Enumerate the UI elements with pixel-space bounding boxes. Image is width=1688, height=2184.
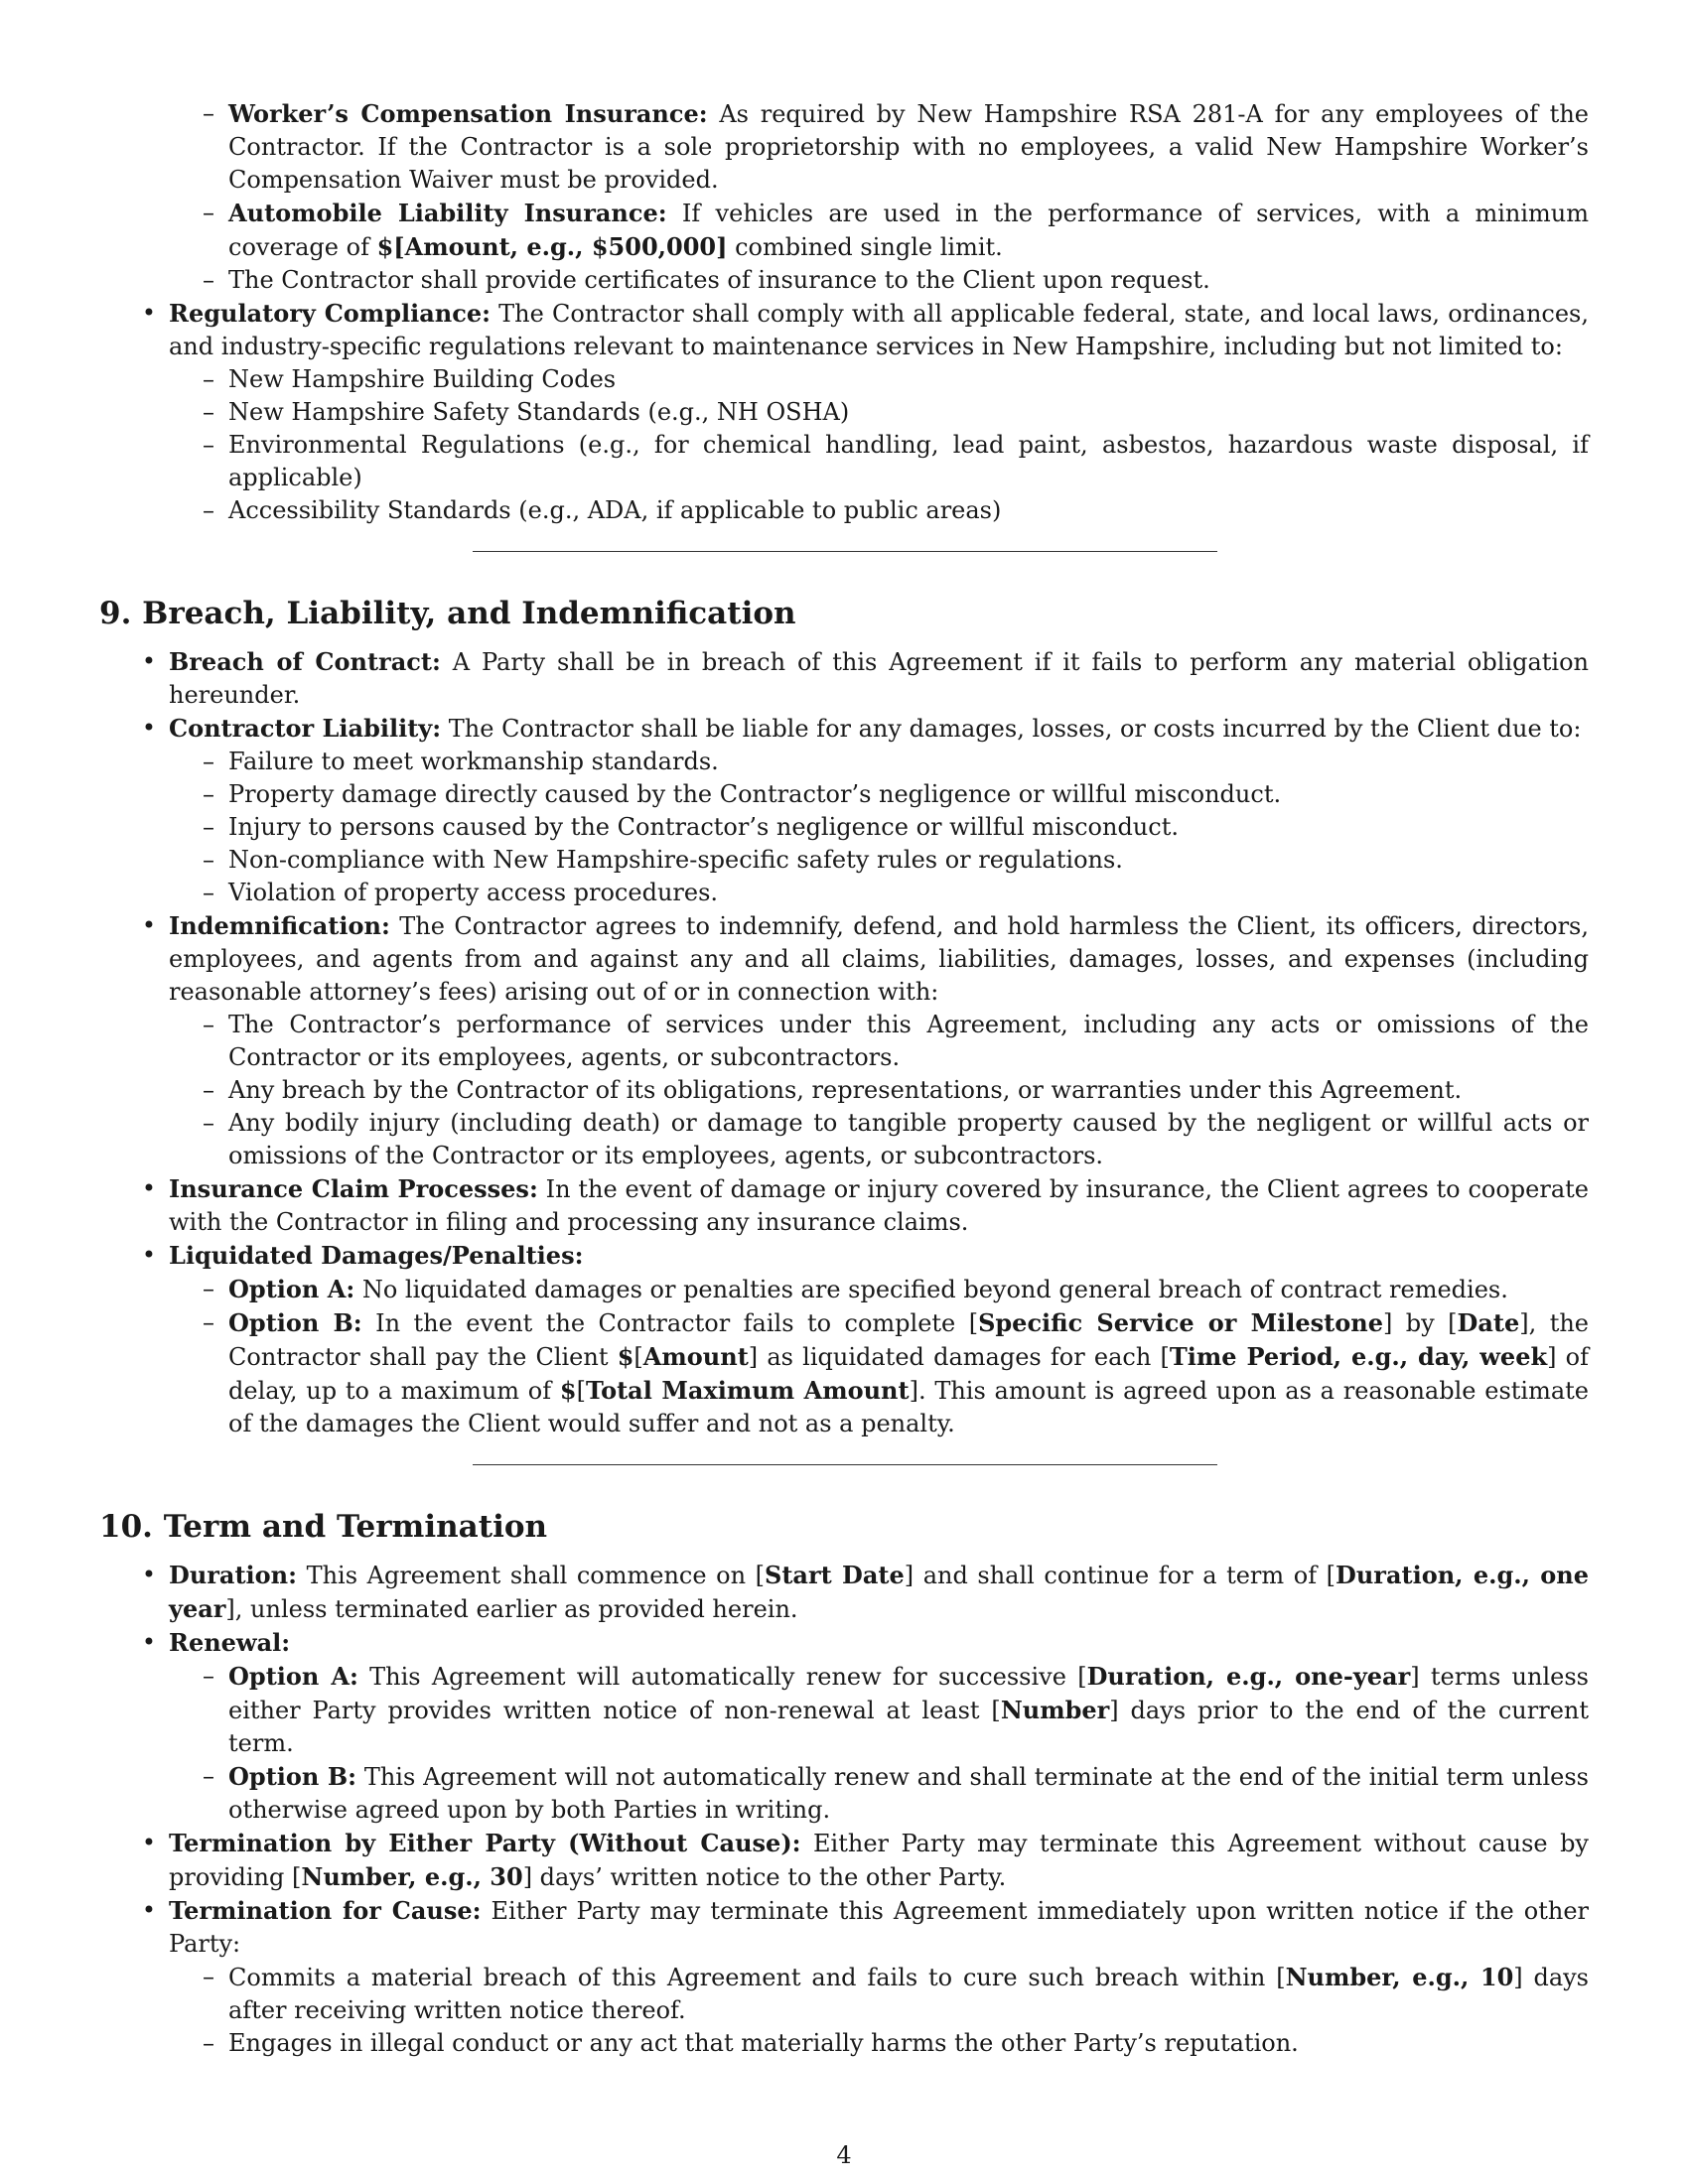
placeholder-date: Date: [1457, 1308, 1520, 1337]
item-text: A Party shall be in breach of this Agreement if it fails to perform any material obligation hereunder.: [169, 648, 1589, 709]
section-divider: [473, 551, 1217, 552]
dash-icon: –: [203, 1762, 214, 1790]
bullet-icon: •: [141, 1829, 157, 1856]
dash-icon: –: [203, 99, 214, 127]
list-item-breach: [99, 645, 1589, 712]
item-text: New Hampshire Safety Standards (e.g., NH OSHA): [228, 398, 850, 426]
dash-icon: –: [203, 2029, 214, 2057]
list-item: [169, 363, 1589, 396]
item-label: Termination by Either Party (Without Cause):: [169, 1829, 801, 1857]
item-label: Liquidated Damages/Penalties:: [169, 1241, 584, 1270]
dash-icon: –: [203, 879, 214, 906]
dash-icon: –: [203, 1308, 214, 1336]
item-text: Non-compliance with New Hampshire-specific safety rules or regulations.: [228, 846, 1123, 874]
item-label: Regulatory Compliance:: [169, 299, 491, 328]
dash-icon: –: [203, 1275, 214, 1302]
item-label: Automobile Liability Insurance:: [228, 199, 667, 227]
item-text: This Agreement will automatically renew for successive [: [369, 1663, 1087, 1691]
item-text: ] days after receiving written notice thereof.: [228, 1964, 1589, 2024]
list-item-termination-for-cause: [99, 1894, 1589, 2060]
item-label: Termination for Cause:: [169, 1896, 482, 1925]
item-text: No liquidated damages or penalties are specified beyond general breach of contract remedies.: [361, 1276, 1508, 1303]
liquidated-sublist: [169, 1273, 1589, 1440]
option-label: Option A:: [228, 1662, 358, 1691]
dash-icon: –: [203, 365, 214, 393]
item-text: This Agreement shall commence on [: [306, 1562, 766, 1589]
regulatory-list: [99, 297, 1589, 527]
item-text: The Contractor shall be liable for any damages, losses, or costs incurred by the Client due to:: [448, 715, 1582, 743]
item-text: In the event of damage or injury covered by insurance, the Client agrees to cooperate with the Contractor in filing and processing any insurance claims.: [169, 1175, 1589, 1236]
dash-icon: –: [203, 780, 214, 808]
option-label: Option A:: [228, 1275, 355, 1303]
bullet-icon: •: [141, 1896, 157, 1924]
list-item: [169, 811, 1589, 844]
placeholder-amount: Amount: [642, 1342, 749, 1371]
item-text: ], unless terminated earlier as provided herein.: [225, 1595, 798, 1623]
list-item: [169, 429, 1589, 494]
item-text: Either Party may terminate this Agreement immediately upon written notice if the other Party:: [169, 1897, 1590, 1958]
bullet-icon: •: [141, 1561, 157, 1588]
item-text: Environmental Regulations (e.g., for chemical handling, lead paint, asbestos, hazardous waste disposal, if applicable): [228, 431, 1589, 491]
option-label: Option B:: [228, 1762, 357, 1791]
placeholder-dollar: $: [559, 1376, 577, 1405]
dash-icon: –: [203, 813, 214, 841]
bullet-icon: •: [141, 714, 157, 742]
item-text: ] days prior to the end of the current term.: [228, 1697, 1589, 1757]
item-text: Any breach by the Contractor of its obligations, representations, or warranties under this Agreement.: [228, 1076, 1463, 1104]
regulatory-sublist: [169, 363, 1589, 527]
placeholder-amount: $[Amount, e.g., $500,000]: [376, 232, 728, 261]
item-label: Renewal:: [169, 1628, 291, 1657]
list-item-termination-without-cause: [99, 1827, 1589, 1894]
item-label: Indemnification:: [169, 911, 390, 940]
item-text: Engages in illegal conduct or any act that materially harms the other Party’s reputation.: [228, 2029, 1299, 2057]
item-text: If vehicles are used in the performance of services, with a minimum coverage of: [228, 200, 1590, 261]
list-item: [169, 1961, 1589, 2027]
item-label: Breach of Contract:: [169, 647, 441, 676]
item-text: Property damage directly caused by the Contractor’s negligence or willful misconduct.: [228, 780, 1282, 808]
item-text: The Contractor shall provide certificates of insurance to the Client upon request.: [228, 266, 1210, 294]
item-text: The Contractor shall comply with all applicable federal, state, and local laws, ordinances, and industry-specific regulations relevant to maintenance services in New Hampshire, including but not limited to:: [169, 300, 1589, 360]
item-text: Accessibility Standards (e.g., ADA, if applicable to public areas): [228, 496, 1002, 524]
section-10-heading: 10. Term and Termination: [99, 1509, 548, 1545]
placeholder-duration: Duration, e.g., one year: [169, 1561, 1589, 1623]
list-item: [169, 264, 1589, 297]
renewal-sublist: [169, 1660, 1589, 1827]
item-text: As required by New Hampshire RSA 281-A for any employees of the Contractor. If the Contractor is a sole proprietorship with no employees, a valid New Hampshire Worker’s Compensation Waiver must be provided.: [228, 100, 1589, 194]
placeholder-number: Number, e.g., 30: [301, 1862, 523, 1891]
list-item: [169, 97, 1589, 197]
list-item: [169, 844, 1589, 877]
liability-sublist: [169, 746, 1589, 909]
list-item-renewal: [99, 1626, 1589, 1827]
bullet-icon: •: [141, 647, 157, 675]
list-item-insurance-claims: [99, 1172, 1589, 1239]
list-item: [169, 197, 1589, 264]
list-item-option-b: [169, 1306, 1589, 1440]
item-text: Any bodily injury (including death) or damage to tangible property caused by the negligent or willful acts or omissions of the Contractor or its employees, agents, or subcontractors.: [228, 1109, 1589, 1169]
bullet-icon: •: [141, 911, 157, 939]
dash-icon: –: [203, 266, 214, 294]
item-text: [: [633, 1343, 643, 1371]
item-label: Insurance Claim Processes:: [169, 1174, 538, 1203]
option-label: Option B:: [228, 1308, 362, 1337]
placeholder-duration: Duration, e.g., one-year: [1086, 1662, 1411, 1691]
placeholder-number: Number: [1000, 1696, 1110, 1724]
item-text: ] of delay, up to a maximum of: [228, 1343, 1589, 1405]
list-item-regulatory: [99, 297, 1589, 527]
list-item-liquidated-damages: [99, 1239, 1589, 1440]
item-text: Commits a material breach of this Agreement and fails to cure such breach within [: [228, 1964, 1286, 1991]
item-text: Violation of property access procedures.: [228, 879, 719, 906]
page-number: 4: [836, 2141, 852, 2169]
item-text: ] by [: [1383, 1309, 1458, 1337]
item-label: Contractor Liability:: [169, 714, 442, 743]
item-text: The Contractor’s performance of services under this Agreement, including any acts or omissions of the Contractor or its employees, agents, or subcontractors.: [228, 1011, 1589, 1071]
section-9-heading: 9. Breach, Liability, and Indemnification: [99, 596, 796, 631]
item-text: New Hampshire Building Codes: [228, 365, 617, 393]
bullet-icon: •: [141, 1628, 157, 1656]
list-item: [169, 778, 1589, 811]
for-cause-sublist: [169, 1961, 1589, 2060]
list-item: [169, 2027, 1589, 2060]
item-label: Worker’s Compensation Insurance:: [228, 99, 708, 128]
item-text: The Contractor agrees to indemnify, defend, and hold harmless the Client, its officers, directors, employees, and agents from and against any and all claims, liabilities, damages, losses, and expenses (including reasonable attorney’s fees) arising out of or in connection with:: [169, 912, 1589, 1006]
dash-icon: –: [203, 431, 214, 459]
placeholder-total-maximum: Total Maximum Amount: [585, 1376, 910, 1405]
indemnification-sublist: [169, 1009, 1589, 1172]
item-text: ] as liquidated damages for each [: [748, 1343, 1170, 1371]
section-divider: [473, 1464, 1217, 1465]
dash-icon: –: [203, 496, 214, 524]
dash-icon: –: [203, 1011, 214, 1038]
placeholder-service: Specific Service or Milestone: [978, 1308, 1383, 1337]
list-item-duration: [99, 1559, 1589, 1626]
dash-icon: –: [203, 199, 214, 226]
list-item-indemnification: [99, 909, 1589, 1172]
dash-icon: –: [203, 846, 214, 874]
dash-icon: –: [203, 1109, 214, 1137]
section-9-list: [99, 645, 1589, 1440]
list-item-option-b: [169, 1760, 1589, 1827]
item-text: ] and shall continue for a term of [: [904, 1562, 1336, 1589]
item-text: Either Party may terminate this Agreement without cause by providing [: [169, 1830, 1589, 1891]
item-text: In the event the Contractor fails to complete [: [375, 1309, 979, 1337]
item-text: ] days’ written notice to the other Party.: [522, 1863, 1007, 1891]
dash-icon: –: [203, 1076, 214, 1104]
item-label: Duration:: [169, 1561, 297, 1589]
item-text: This Agreement will not automatically renew and shall terminate at the end of the initial term unless otherwise agreed upon by both Parties in writing.: [228, 1763, 1589, 1824]
placeholder-start-date: Start Date: [765, 1561, 905, 1589]
section-10-list: [99, 1559, 1589, 2060]
insurance-list: [169, 97, 1589, 297]
item-text: ] terms unless either Party provides written notice of non-renewal at least [: [228, 1663, 1589, 1724]
item-text: ]. This amount is agreed upon as a reasonable estimate of the damages the Client would suffer and not as a penalty.: [228, 1377, 1589, 1437]
placeholder-number: Number, e.g., 10: [1285, 1963, 1514, 1991]
list-item-option-a: [169, 1660, 1589, 1760]
item-text: ], the Contractor shall pay the Client: [228, 1309, 1590, 1371]
dash-icon: –: [203, 398, 214, 426]
item-text: combined single limit.: [727, 233, 1003, 261]
list-item-option-a: [169, 1273, 1589, 1306]
dash-icon: –: [203, 1662, 214, 1690]
bullet-icon: •: [141, 299, 157, 327]
list-item: [169, 396, 1589, 429]
list-item: [169, 494, 1589, 527]
list-item-liability: [99, 712, 1589, 909]
placeholder-time-period: Time Period, e.g., day, week: [1169, 1342, 1548, 1371]
placeholder-dollar: $: [617, 1342, 634, 1371]
dash-icon: –: [203, 1963, 214, 1990]
bullet-icon: •: [141, 1174, 157, 1202]
dash-icon: –: [203, 748, 214, 775]
list-item: [169, 746, 1589, 778]
list-item: [169, 1107, 1589, 1172]
list-item: [169, 1074, 1589, 1107]
page-content: [99, 97, 1589, 2060]
list-item: [169, 1009, 1589, 1074]
item-text: [: [576, 1377, 586, 1405]
item-text: Injury to persons caused by the Contractor’s negligence or willful misconduct.: [228, 813, 1179, 841]
list-item: [169, 877, 1589, 909]
bullet-icon: •: [141, 1241, 157, 1269]
item-text: Failure to meet workmanship standards.: [228, 748, 719, 775]
